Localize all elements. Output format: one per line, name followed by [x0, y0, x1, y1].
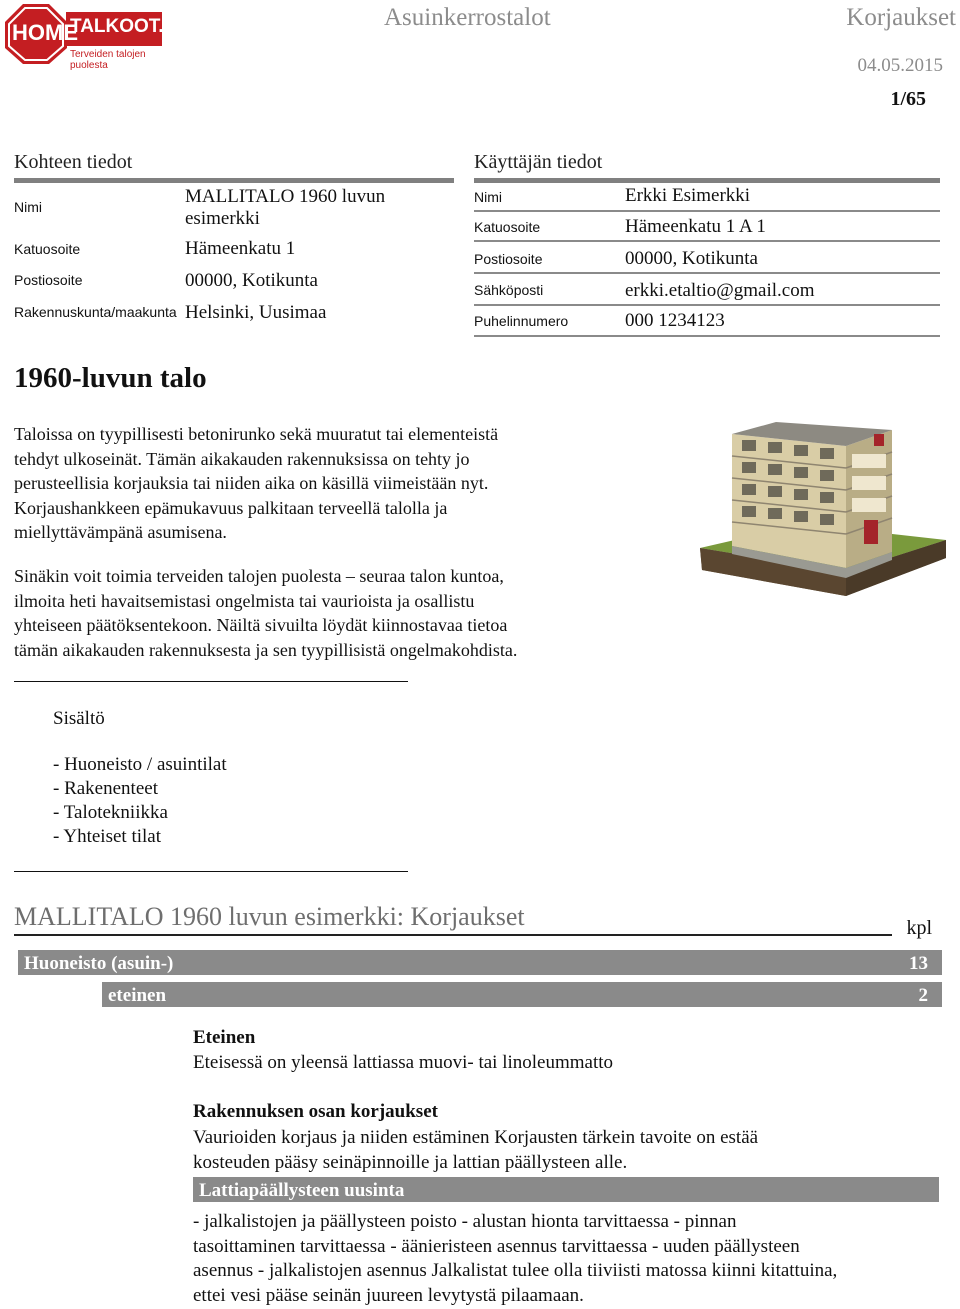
user-row-divider: [474, 335, 940, 337]
user-row-divider: [474, 304, 940, 306]
count-column-header: kpl: [906, 917, 932, 939]
text-line: asennus - jalkalistojen asennus Jalkalistat tulee olla tiiviisti matossa kiinni kitattuina,: [193, 1260, 838, 1281]
header-section: Korjaukset: [846, 4, 956, 31]
property-municipality-value: Helsinki, Uusimaa: [185, 302, 327, 323]
text-line: miellyttävämpänä asumisena.: [14, 522, 227, 542]
item-description: Eteisessä on yleensä lattiassa muovi- tai linoleummatto: [193, 1052, 614, 1073]
toc-list: [53, 753, 227, 849]
user-street-value: Hämeenkatu 1 A 1: [625, 216, 766, 237]
user-row-divider: [474, 272, 940, 274]
toc-bottom-rule: [14, 871, 408, 872]
toc-item-talotekniikka[interactable]: - Talotekniikka: [53, 802, 168, 823]
item-title: Eteinen: [193, 1027, 256, 1048]
task-title: Lattiapäällysteen uusinta: [199, 1180, 405, 1201]
text-line: ettei vesi pääse seinän juureen levytystä pilaamaan.: [193, 1284, 584, 1306]
text-line: Taloissa on tyypillisesti betonirunko sekä muuratut tai elementeistä: [14, 424, 499, 444]
structure-repairs-title: Rakennuksen osan korjaukset: [193, 1101, 438, 1122]
page-number: 1/65: [890, 88, 926, 110]
user-name-value: Erkki Esimerkki: [625, 185, 751, 206]
page-heading: 1960-luvun talo: [14, 362, 207, 394]
user-email-label: Sähköposti: [474, 282, 544, 298]
toc-item-rakenteet[interactable]: - Rakenenteet: [53, 778, 158, 799]
user-street-label: Katuosoite: [474, 219, 541, 235]
building-cutaway-icon: [696, 420, 958, 610]
structure-repairs-text: [193, 1126, 938, 1175]
subcategory-row-eteinen[interactable]: [102, 982, 942, 1007]
logo-tagline: Terveiden talojen puolesta: [70, 49, 146, 71]
user-phone-value: 000 1234123: [625, 310, 725, 331]
property-name-value: MALLITALO 1960 luvun esimerkki: [185, 186, 386, 229]
user-info-rule: [474, 178, 940, 183]
user-postal-value: 00000, Kotikunta: [625, 248, 758, 269]
property-name-label: Nimi: [14, 199, 42, 215]
user-phone-label: Puhelinnumero: [474, 313, 569, 329]
logo-home-text: HOME: [12, 20, 78, 45]
category-label: Huoneisto (asuin-): [24, 953, 174, 974]
user-row-divider: [474, 210, 940, 212]
task-description: [193, 1210, 948, 1308]
task-row-lattiapaallyste[interactable]: [193, 1177, 939, 1202]
user-info-title: Käyttäjän tiedot: [474, 151, 603, 173]
user-email-value[interactable]: erkki.etaltio@gmail.com: [625, 280, 815, 301]
site-logo[interactable]: [4, 2, 181, 71]
intro-paragraph-2: [14, 564, 694, 662]
text-line: kosteuden pääsy seinäpinnoille ja lattian päällysteen alle.: [193, 1151, 628, 1173]
user-name-label: Nimi: [474, 189, 502, 205]
subcategory-count: 2: [918, 985, 928, 1006]
text-line: tasoittaminen tarvittaessa - äänieristeen asennus tarvittaessa - uuden päällysteen: [193, 1235, 800, 1257]
text-line: - jalkalistojen ja päällysteen poisto - alustan hionta tarvittaessa - pinnan: [193, 1211, 737, 1232]
building-illustration: [696, 420, 958, 610]
category-count: 13: [909, 953, 928, 974]
property-postal-label: Postiosoite: [14, 272, 83, 288]
property-info-title: Kohteen tiedot: [14, 151, 133, 173]
repairs-title-rule: [14, 934, 892, 936]
category-row-huoneisto[interactable]: [18, 950, 942, 975]
toc-item-yhteiset-tilat[interactable]: - Yhteiset tilat: [53, 826, 161, 847]
text-line: ilmoita heti havaitsemistasi ongelmista tai vaurioista ja osallistu: [14, 590, 475, 611]
text-line: perusteellisia korjauksia tai niiden aika on käsillä viimeistään nyt.: [14, 473, 489, 493]
toc-item-huoneisto[interactable]: - Huoneisto / asuintilat: [53, 754, 227, 775]
header-date: 04.05.2015: [857, 55, 943, 76]
text-line: yhteiseen päätöksentekoon. Näiltä sivuilta löydät kiinnostavaa tietoa: [14, 615, 508, 635]
text-line: Korjaushankkeen epämukavuus palkitaan terveellä talolla ja: [14, 497, 448, 518]
toc-title: Sisältö: [53, 708, 105, 729]
toc-top-rule: [14, 681, 408, 682]
text-line: tämän aikakauden rakennuksesta ja sen tyypillisistä ongelmakohdista.: [14, 639, 518, 660]
property-info-rule: [14, 178, 454, 183]
header-category: Asuinkerrostalot: [384, 4, 551, 31]
subcategory-label: eteinen: [108, 985, 167, 1006]
property-postal-value: 00000, Kotikunta: [185, 270, 318, 291]
text-line: tehdyt ulkoseinät. Tämän aikakauden rakennuksissa on tehty jo: [14, 448, 470, 469]
property-street-value: Hämeenkatu 1: [185, 238, 296, 259]
text-line: Vaurioiden korjaus ja niiden estäminen Korjausten tärkein tavoite on estää: [193, 1127, 759, 1148]
user-row-divider: [474, 240, 940, 242]
property-street-label: Katuosoite: [14, 241, 81, 257]
logo-talkoot-text: TALKOOT.FI: [70, 16, 181, 37]
text-line: Sinäkin voit toimia terveiden talojen puolesta – seuraa talon kuntoa,: [14, 566, 504, 586]
property-municipality-label: Rakennuskunta/maakunta: [14, 304, 177, 320]
user-postal-label: Postiosoite: [474, 251, 543, 267]
intro-paragraph-1: [14, 422, 694, 545]
repairs-title: MALLITALO 1960 luvun esimerkki: Korjaukset: [14, 902, 525, 931]
